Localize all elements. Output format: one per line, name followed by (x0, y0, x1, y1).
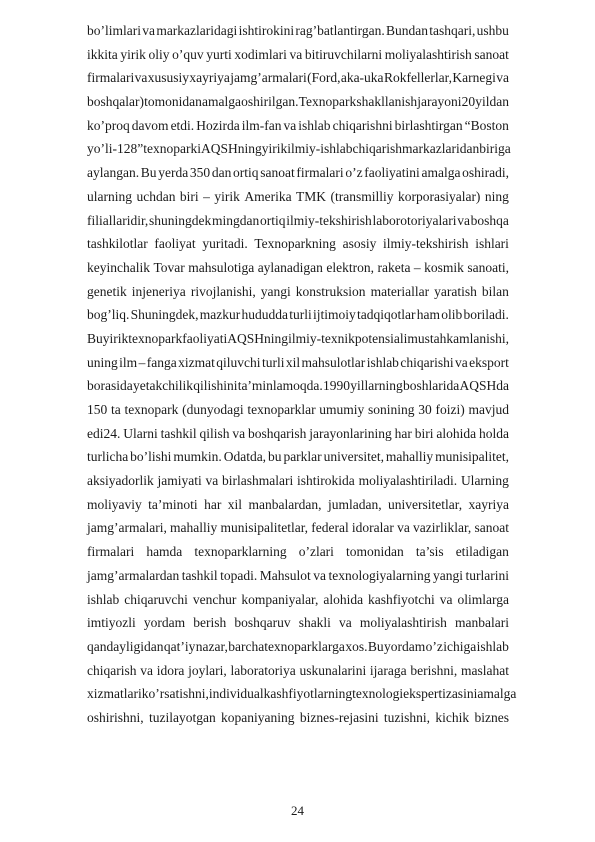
word: idora (156, 662, 185, 678)
word: biznes (474, 709, 509, 725)
word: yangi (432, 567, 463, 583)
word: boshqa (470, 212, 509, 228)
word: biri (414, 425, 434, 441)
word: hududda (241, 307, 288, 323)
text-line (87, 19, 509, 43)
word: Ularning (460, 473, 509, 489)
word: biznes-rejasini (299, 709, 379, 725)
word: sanoat (474, 520, 509, 536)
word: ishtirokida (297, 473, 355, 489)
word: berish (193, 615, 227, 631)
word: alohida (436, 425, 477, 441)
word: tashqari, (429, 23, 476, 38)
word: yirik (214, 188, 240, 204)
word: qilish (199, 425, 230, 441)
word: ishlab (366, 354, 399, 370)
text-line (87, 682, 517, 706)
word: xizmat (178, 354, 215, 370)
word: va (339, 615, 352, 631)
word: borasida (87, 378, 133, 394)
word: parklar (283, 449, 322, 465)
text-line (87, 43, 509, 67)
word: xodimlari (234, 46, 287, 62)
word: olib (441, 307, 463, 323)
word: davom (131, 117, 169, 133)
word: ilmiy-texnik (288, 330, 355, 346)
text-line (87, 611, 509, 635)
word: sanoati, (467, 259, 509, 275)
word: boriladi. (463, 307, 509, 323)
text-line (87, 588, 509, 612)
word: xayriya (189, 70, 230, 86)
word: kichik (435, 709, 470, 725)
body-text (87, 19, 517, 730)
word: ichiga (443, 638, 477, 654)
text-line (87, 209, 509, 233)
word: 350 (189, 165, 211, 181)
word: oshirishni, (87, 709, 144, 725)
word: va (289, 46, 303, 62)
word: ortiq (260, 212, 286, 228)
word: biri (179, 188, 199, 204)
word: tashkil (181, 567, 218, 583)
word: yirik (120, 46, 146, 62)
word: yirik (261, 141, 288, 157)
word: va (313, 567, 327, 583)
word: xayriya (468, 496, 509, 512)
word: chiqarish (352, 141, 402, 157)
word: va (283, 117, 297, 133)
text-line (87, 303, 509, 327)
word: olimlarga (457, 591, 509, 607)
word: firmalari (87, 544, 135, 560)
word: asosiy (342, 236, 377, 252)
text-line (87, 66, 509, 90)
word: tuzilayotgan (148, 709, 216, 725)
word: Shuningdek, (130, 307, 199, 323)
word: amalga (477, 686, 517, 702)
word: ortiq (233, 165, 259, 181)
word: uchdan (136, 188, 176, 204)
word: (Ford, (307, 70, 341, 86)
word: tomonidan (144, 94, 202, 110)
word: o’z (345, 165, 363, 181)
word: ishlab (476, 638, 509, 654)
word: boshqarish (247, 425, 307, 441)
word: 1990 (323, 378, 351, 394)
word: vazirliklar, (413, 520, 472, 536)
text-line (87, 161, 509, 185)
word: ishlab (298, 117, 331, 133)
word: 30 (418, 402, 432, 417)
word: biriga (479, 141, 511, 157)
word: sonining (368, 402, 415, 417)
word: boshqaruv (234, 615, 291, 631)
word: nazar, (195, 638, 228, 654)
word: ilm-fan (241, 117, 282, 133)
word: amalga (421, 165, 461, 181)
word: edi24. (87, 425, 121, 441)
word: kashfiyotlarning (263, 686, 353, 702)
word: “Boston (464, 117, 509, 133)
word: yo’li-128” (87, 141, 144, 157)
word: xususiy (147, 70, 189, 86)
word: AQSHning (200, 141, 262, 157)
word: shuningdek (149, 212, 212, 228)
word: ekspertizasini (403, 686, 478, 702)
word: birlashmalari (222, 473, 294, 489)
word: venchur (192, 591, 237, 607)
word: jamiyati (157, 473, 202, 489)
word: ularning (87, 188, 132, 204)
word: mingdan (212, 212, 260, 228)
word: ham (416, 307, 440, 323)
word: barchatexnoparklarga (228, 638, 345, 654)
word: yurti (206, 46, 232, 62)
text-line (87, 445, 509, 469)
word: va (140, 662, 153, 678)
word: har (394, 425, 412, 441)
text-line (87, 351, 509, 375)
word: yordam (384, 638, 426, 654)
word: mumkin. (173, 449, 222, 465)
word: 20 (461, 94, 476, 110)
word: etiladigan (455, 544, 509, 560)
word: foizi) (435, 402, 465, 417)
word: AQSHda (459, 378, 509, 394)
word: ta’sis (415, 544, 444, 560)
word: va (439, 591, 453, 607)
word: aylanadigan (257, 259, 323, 275)
word: ushbu (476, 23, 509, 38)
word: tuzishni, (383, 709, 431, 725)
word: faoliyatini (364, 165, 420, 181)
word: o’zlari (298, 544, 334, 560)
word: umumiy (319, 402, 365, 417)
text-line (87, 398, 509, 422)
word: idoralar (351, 520, 394, 536)
word: Texnoparkning (254, 236, 336, 252)
word: mustahkamlanishi, (407, 330, 509, 346)
word: moliyalashtiriladi. (358, 473, 458, 489)
text-line (87, 469, 509, 493)
word: individual (208, 686, 264, 702)
word: bo’lishi (130, 449, 172, 465)
word: sanoat (474, 46, 509, 62)
word: jamg’armalardan (87, 567, 180, 583)
word: tashkilotlar (87, 236, 148, 252)
word: aksiyadorlik (87, 473, 154, 489)
word: xos. (345, 638, 368, 654)
text-line (87, 232, 509, 256)
word: yetakchilik (132, 378, 193, 394)
word: ijtimoiy (313, 307, 356, 323)
word: bu (268, 449, 282, 465)
word: bilan (481, 283, 509, 299)
word: Ularni (123, 425, 158, 441)
word: Rokfellerlar, (383, 70, 452, 86)
word: oliy (148, 46, 170, 62)
word: ishlari (475, 236, 509, 252)
word: materiallar (370, 283, 430, 299)
word: aka-uka (340, 70, 384, 86)
word: mahalliy (385, 449, 434, 465)
word: Mahsulot (259, 567, 311, 583)
text-line (87, 635, 509, 659)
word: topadi. (220, 567, 258, 583)
text-line (87, 90, 509, 114)
word: mavjud (468, 402, 509, 417)
text-line (87, 540, 509, 564)
text-line (87, 280, 509, 304)
text-line (87, 564, 509, 588)
word: har (204, 496, 222, 512)
word: yaratish (434, 283, 477, 299)
word: ijaraga (369, 662, 407, 678)
word: birlashtirgan (394, 117, 463, 133)
word: bitiruvchilarni (304, 46, 383, 62)
word: va (232, 425, 246, 441)
word: tashkil (160, 425, 197, 441)
word: oshirilgan. (241, 94, 299, 110)
word: keyinchalik (87, 259, 150, 275)
text-line (87, 185, 509, 209)
word: va (457, 212, 470, 228)
word: xizmatlari (87, 686, 142, 702)
word: Bu (367, 638, 384, 654)
word: ishlab (87, 591, 120, 607)
word: TMK (296, 188, 327, 204)
word: chiqarish (87, 662, 137, 678)
word: yillarning (350, 378, 403, 394)
word: Texnopark (298, 94, 357, 110)
word: yangi (260, 283, 291, 299)
word: shakllanish (356, 94, 418, 110)
word: va (455, 354, 468, 370)
word: faoliyati (182, 330, 228, 346)
word: markazlaridagi (156, 23, 238, 38)
word: AQSHning (227, 330, 289, 346)
word: ikkita (87, 46, 118, 62)
word: holda (478, 425, 509, 441)
word: firmalari (87, 70, 135, 86)
word: mahsulotiga (188, 259, 255, 275)
word: ilmiy-tekshirish (383, 236, 469, 252)
word: kompaniyalar, (241, 591, 319, 607)
word: texnopark (128, 330, 183, 346)
text-line (87, 114, 509, 138)
word: va (205, 473, 219, 489)
word: (transmilliy (330, 188, 394, 204)
word: ko’rsatishni, (141, 686, 209, 702)
word: yuritadi. (202, 236, 248, 252)
word: uskunalarini (299, 662, 367, 678)
word: turli (261, 354, 285, 370)
word: manbalari (455, 615, 509, 631)
word: bog’liq. (87, 307, 130, 323)
word: dan (211, 165, 232, 181)
word: kopaniyaning (221, 709, 295, 725)
word: fanga (146, 354, 177, 370)
word: rivojlanishi, (190, 283, 256, 299)
word: elektron, (326, 259, 374, 275)
word: turlarini (465, 567, 509, 583)
word: kosmik (424, 259, 464, 275)
word: Bu (140, 165, 157, 181)
word: ilmiy-tekshirish (286, 212, 372, 228)
text-line (87, 422, 509, 446)
word: va (496, 70, 509, 86)
word: mahalliy (170, 520, 218, 536)
word: tadqiqotlar (357, 307, 416, 323)
word: moliyalashtirish (384, 46, 472, 62)
word: ishtirokini (238, 23, 295, 38)
word: faoliyat (154, 236, 196, 252)
word: ta (110, 402, 121, 417)
word: texnologiyalarning (328, 567, 431, 583)
word: ilmiy-ishlab (287, 141, 353, 157)
word: yildan (475, 94, 509, 110)
word: berishni, (410, 662, 458, 678)
word: ta’minoti (148, 496, 198, 512)
word: xil (227, 496, 243, 512)
page-number: 24 (291, 803, 304, 818)
word: mahsulotlar (301, 354, 366, 370)
word: raketa (377, 259, 411, 275)
word: Hozirda (196, 117, 240, 133)
word: genetik (87, 283, 127, 299)
word: va (142, 23, 156, 38)
word: jamg’armalari (230, 70, 307, 86)
word: jamg’armalari, (87, 520, 167, 536)
word: uning (87, 354, 118, 370)
word: texnopark (124, 402, 179, 417)
word: chiqarishi (400, 354, 454, 370)
word: Amerika (244, 188, 292, 204)
word: va (134, 70, 148, 86)
word: Karnegi (452, 70, 496, 86)
text-line (87, 374, 509, 398)
text-line (87, 706, 509, 730)
word: jarayonlarining (309, 425, 392, 441)
text-line (87, 256, 509, 280)
word: Odatda, (223, 449, 267, 465)
word: tomonidan (346, 544, 404, 560)
word: ning (484, 188, 509, 204)
word: shakli (298, 615, 331, 631)
word: boshqalar) (87, 94, 144, 110)
word: firmalari (296, 165, 344, 181)
word: moliyaviy (87, 496, 142, 512)
word: joylari, (188, 662, 227, 678)
word: manbalardan, (248, 496, 322, 512)
word: maslahat (460, 662, 509, 678)
word: universitetlar, (388, 496, 463, 512)
word: moliyalashtirish (359, 615, 447, 631)
word: texnologi (352, 686, 404, 702)
word: munisipalitet, (435, 449, 509, 465)
word: boshlarida (403, 378, 460, 394)
word: potensiali (354, 330, 408, 346)
word: rag’batlantirgan. (295, 23, 385, 38)
text-line (87, 659, 509, 683)
word: texnoparklarning (194, 544, 287, 560)
word: – (413, 259, 421, 275)
word: mazkur (199, 307, 241, 323)
word: imtiyozli (87, 615, 136, 631)
word: amalga (202, 94, 241, 110)
word: injeneriya (131, 283, 186, 299)
word: (dunyodagi (182, 402, 244, 417)
word: aylangan. (87, 165, 140, 181)
word: ilm (119, 354, 138, 370)
word: qat’iy (163, 638, 196, 654)
word: munisipalitetlar, (220, 520, 309, 536)
word: Tovar (153, 259, 185, 275)
word: turlicha (87, 449, 129, 465)
word: 150 (87, 402, 108, 417)
word: chiqarishni (332, 117, 393, 133)
word: eksport (469, 354, 509, 370)
word: hamda (146, 544, 183, 560)
word: jarayoni (417, 94, 462, 110)
word: – (138, 354, 146, 370)
word: qiluvchi (216, 354, 261, 370)
word: sanoat (260, 165, 295, 181)
word: texnoparklar (247, 402, 316, 417)
word: yerda (158, 165, 189, 181)
word: o’z (425, 638, 443, 654)
word: qandayligidan (87, 638, 164, 654)
word: qilishini (193, 378, 238, 394)
text-line (87, 493, 509, 517)
word: oshiradi, (462, 165, 509, 181)
word: korporasiyalar) (397, 188, 481, 204)
word: kashfiyotchi (368, 591, 435, 607)
word: filiallaridir, (87, 212, 149, 228)
word: turli (289, 307, 312, 323)
word: konstruksion (295, 283, 366, 299)
word: Bundan (385, 23, 428, 38)
word: yirik (102, 330, 129, 346)
word: bo’limlari (87, 23, 141, 38)
word: yordam (143, 615, 186, 631)
word: o’quv (172, 46, 204, 62)
word: Bu (87, 330, 103, 346)
word: markazlaridan (402, 141, 480, 157)
text-line (87, 327, 509, 351)
word: – (203, 188, 210, 204)
word: universitet, (323, 449, 384, 465)
word: xil (285, 354, 301, 370)
word: laborotoriyalari (372, 212, 457, 228)
word: ta’minlamoqda. (237, 378, 323, 394)
word: etdi. (170, 117, 195, 133)
word: ko’proq (87, 117, 130, 133)
word: federal (311, 520, 349, 536)
text-line (87, 516, 509, 540)
word: jumladan, (327, 496, 382, 512)
text-line (87, 137, 509, 161)
word: va (397, 520, 410, 536)
word: laboratoriya (230, 662, 296, 678)
word: alohida (323, 591, 364, 607)
word: texnoparki (143, 141, 201, 157)
word: chiqaruvchi (124, 591, 188, 607)
